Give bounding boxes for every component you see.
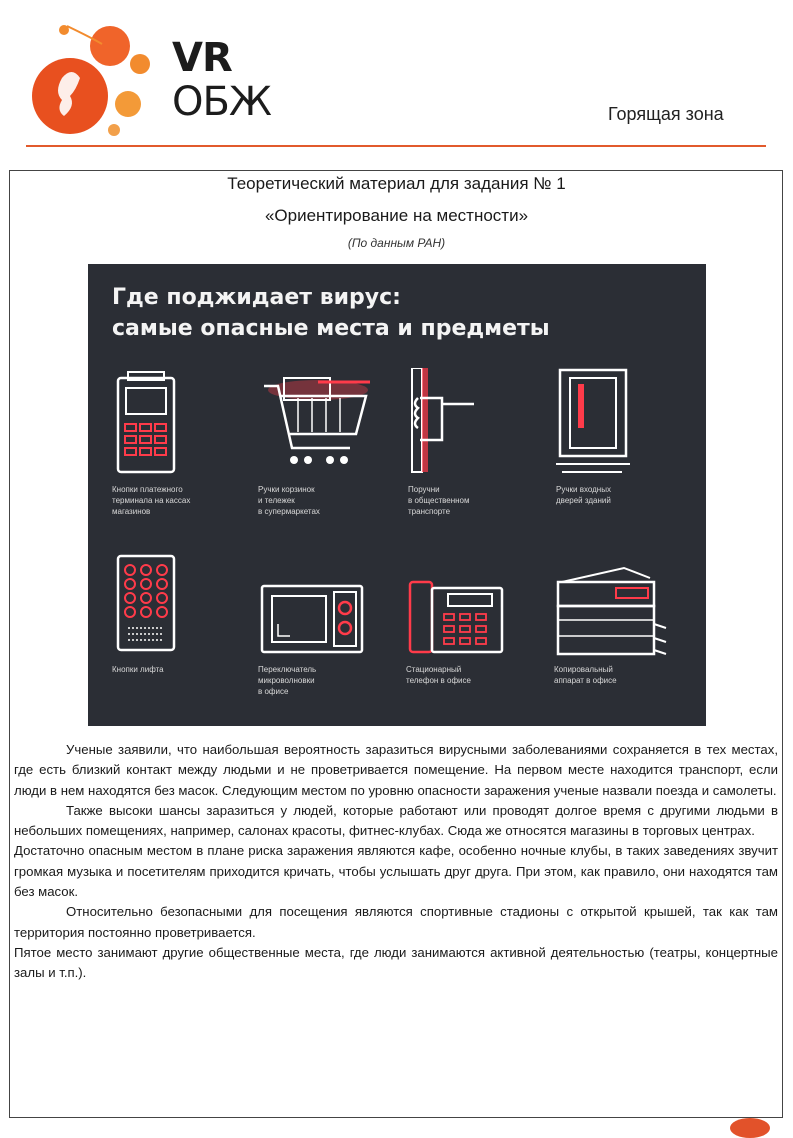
- microwave-icon: [258, 582, 368, 658]
- document-source: (По данным РАН): [347, 236, 446, 250]
- infographic-item-payment-terminal: [112, 368, 242, 517]
- infographic-item-copier: [554, 564, 684, 686]
- document-subtitle: «Ориентирование на местности»: [264, 206, 529, 225]
- header-divider: [26, 145, 766, 147]
- handrail-icon: [408, 368, 488, 478]
- paragraph: Относительно безопасными для посещения являются спортивные стадионы с открытой крышей, так как там территория постоянно проветривается.: [14, 904, 778, 940]
- infographic-caption: Ручки корзинок и тележек в супермаркетах: [258, 485, 320, 516]
- paragraph: Также высоки шансы заразиться у людей, которые работают или проводят долгое время с другими людьми в небольших помещениях, например, салонах красоты, фитнес-клубах. Сюда же относятся магазины в торговых центрах.: [14, 802, 778, 839]
- vr-obzh-logo-icon: [22, 18, 162, 138]
- office-phone-icon: [406, 578, 506, 658]
- infographic-title: [112, 282, 550, 344]
- infographic-caption: Ручки входных дверей зданий: [556, 485, 611, 505]
- document-title: Теоретический материал для задания № 1: [227, 174, 566, 193]
- infographic-caption: Кнопки платежного терминала на кассах магазинов: [112, 485, 191, 516]
- brand-line2: ОБЖ: [172, 79, 272, 125]
- infographic-item-door-handle: [556, 368, 686, 506]
- infographic-title-line2: самые опасные места и предметы: [112, 316, 550, 341]
- brand-name: [172, 35, 272, 125]
- paragraph: Достаточно опасным местом в плане риска заражения являются кафе, особенно ночные клубы, в таких заведениях звучит громкая музыка и посетителям приходится кричать, чтобы услышать друг друга. При этом, как правило, они находятся там без масок.: [14, 843, 778, 900]
- infographic-caption: Копировальный аппарат в офисе: [554, 665, 617, 685]
- infographic-caption: Кнопки лифта: [112, 665, 164, 674]
- infographic-item-shopping-cart: [258, 368, 388, 517]
- paragraph: Ученые заявили, что наибольшая вероятность заразиться вирусными заболеваниями сохраняется в тех местах, где есть близкий контакт между людьми и не проветривается помещение. На первом месте находится транспорт, если люди в нем находятся без масок. Следующим местом по уровню опасности заражения ученые назвали поезда и самолеты.: [14, 742, 778, 798]
- page-header: [0, 0, 793, 150]
- infographic-caption: Поручни в общественном транспорте: [408, 485, 470, 516]
- elevator-buttons-icon: [112, 554, 182, 658]
- infographic-title-line1: Где поджидает вирус:: [112, 285, 401, 310]
- section-name: Горящая зона: [608, 104, 724, 124]
- copier-icon: [554, 564, 670, 658]
- infographic-item-elevator-buttons: [112, 554, 242, 675]
- shopping-cart-icon: [258, 368, 378, 478]
- infographic-item-handrail: [408, 368, 538, 517]
- infographic-item-office-phone: [406, 578, 536, 686]
- brand-line1: VR: [172, 35, 232, 81]
- body-text: [14, 740, 778, 984]
- infographic-caption: Стационарный телефон в офисе: [406, 665, 471, 685]
- virus-infographic: [88, 264, 706, 726]
- payment-terminal-icon: [112, 368, 182, 478]
- door-handle-icon: [556, 368, 636, 478]
- page-corner-mark: [730, 1118, 770, 1138]
- paragraph: Пятое место занимают другие общественные места, где люди занимаются активной деятельностью (театры, концертные залы и т.п.).: [14, 944, 778, 981]
- infographic-caption: Переключатель микроволновки в офисе: [258, 665, 317, 696]
- infographic-item-microwave: [258, 582, 388, 697]
